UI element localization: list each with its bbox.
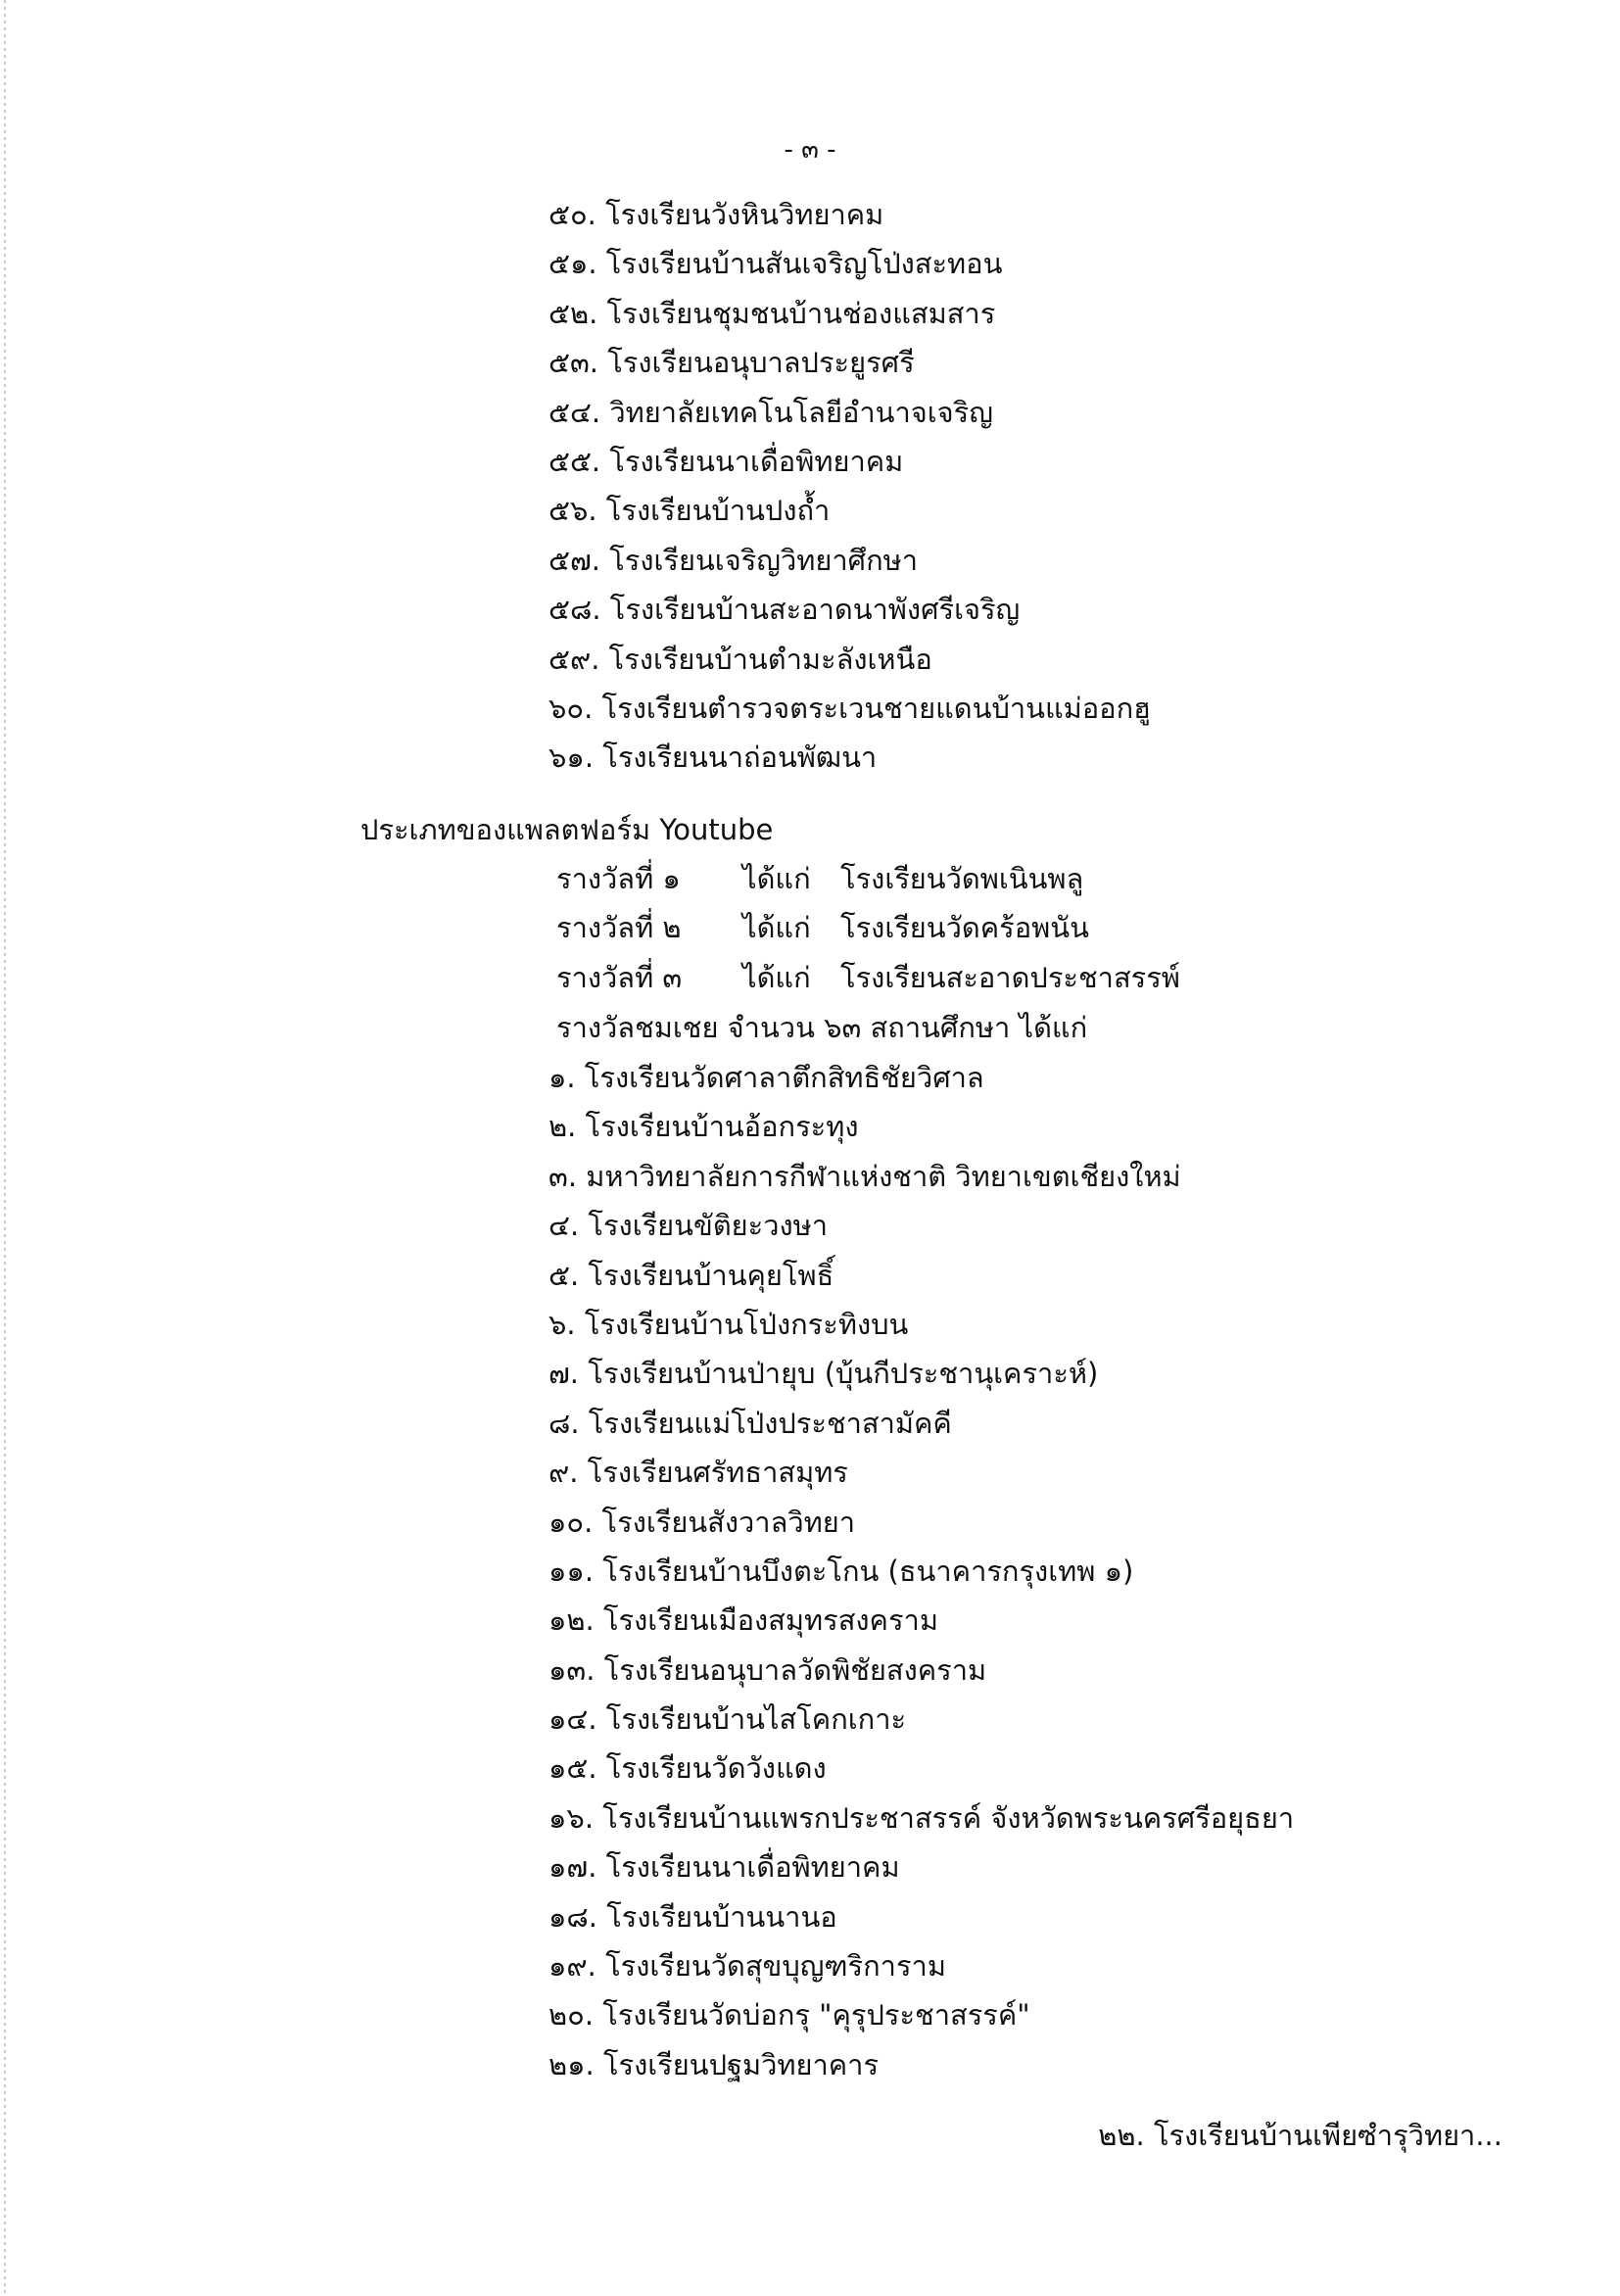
list-item: ๑๓. โรงเรียนอนุบาลวัดพิชัยสงคราม: [548, 1652, 987, 1687]
list-item: ๕๗. โรงเรียนเจริญวิทยาศึกษา: [548, 543, 919, 577]
list-item: ๕. โรงเรียนบ้านคุยโพธิ์: [548, 1258, 834, 1292]
section-heading-youtube: ประเภทของแพลตฟอร์ม Youtube: [360, 813, 774, 846]
list-item: ๕๓. โรงเรียนอนุบาลประยูรศรี: [548, 346, 915, 380]
honorable-mention-list: [548, 1053, 1294, 2089]
list-item: ๕๖. โรงเรียนบ้านปงถ้ำ: [548, 494, 831, 528]
list-item: ๑๑. โรงเรียนบ้านบึงตะโกน (ธนาคารกรุงเทพ ๑): [548, 1554, 1134, 1588]
list-item: ๒. โรงเรียนบ้านอ้อกระทุง: [548, 1110, 859, 1144]
list-item: ๒๑. โรงเรียนปฐมวิทยาคาร: [548, 2047, 880, 2081]
list-item: ๕๒. โรงเรียนชุมชนบ้านช่องแสมสาร: [548, 296, 996, 330]
list-item: ๕๘. โรงเรียนบ้านสะอาดนาพังศรีเจริญ: [548, 593, 1021, 627]
award-rank: รางวัลที่ ๒: [556, 911, 682, 945]
list-item: ๑๖. โรงเรียนบ้านแพรกประชาสรรค์ จังหวัดพระนครศรีอยุธยา: [548, 1800, 1295, 1835]
honorable-mention-heading: รางวัลชมเชย จำนวน ๖๓ สถานศึกษา ได้แก่: [556, 1011, 1088, 1044]
list-item: ๖๑. โรงเรียนนาถ่อนพัฒนา: [548, 741, 878, 775]
award-school: โรงเรียนวัดคร้อพนัน: [840, 911, 1089, 945]
award-rank: รางวัลที่ ๑: [556, 862, 681, 895]
list-item: ๑๕. โรงเรียนวัดวังแดง: [548, 1751, 827, 1786]
award-list: [556, 854, 1180, 1002]
award-row-1: [556, 854, 1180, 903]
award-given-label: ได้แก่: [742, 862, 811, 895]
list-item: ๕๙. โรงเรียนบ้านตำมะลังเหนือ: [548, 642, 932, 676]
award-rank: รางวัลที่ ๓: [556, 960, 683, 994]
list-item: ๕๕. โรงเรียนนาเดื่อพิทยาคม: [548, 444, 904, 478]
list-item: ๑๘. โรงเรียนบ้านนานอ: [548, 1899, 837, 1934]
list-item: ๖. โรงเรียนบ้านโป่งกระทิงบน: [548, 1307, 909, 1341]
list-item: ๑๒. โรงเรียนเมืองสมุทรสงคราม: [548, 1603, 938, 1638]
list-item: ๕๔. วิทยาลัยเทคโนโลยีอำนาจเจริญ: [548, 395, 993, 429]
page-number: - ๓ -: [784, 135, 836, 165]
school-list-continued: [548, 190, 1151, 783]
continuation-text: ๒๒. โรงเรียนบ้านเพียซำรุวิทยา...: [1098, 2119, 1502, 2152]
award-row-3: [556, 953, 1180, 1002]
list-item: ๖๐. โรงเรียนตำรวจตระเวนชายแดนบ้านแม่ออกฮู: [548, 691, 1151, 725]
list-item: ๓. มหาวิทยาลัยการกีฬาแห่งชาติ วิทยาเขตเชียงใหม่: [548, 1159, 1181, 1193]
list-item: ๗. โรงเรียนบ้านป่ายุบ (บุ้นกีประชานุเคราะห์): [548, 1357, 1099, 1391]
award-school: โรงเรียนสะอาดประชาสรรพ์: [840, 960, 1180, 994]
scan-edge-line: [4, 0, 6, 2296]
list-item: ๙. โรงเรียนศรัทธาสมุทร: [548, 1456, 848, 1490]
list-item: ๑๙. โรงเรียนวัดสุขบุญฑริการาม: [548, 1949, 946, 1984]
list-item: ๕๐. โรงเรียนวังหินวิทยาคม: [548, 198, 884, 231]
list-item: ๒๐. โรงเรียนวัดบ่อกรุ "คุรุประชาสรรค์": [548, 1998, 1030, 2033]
list-item: ๘. โรงเรียนแม่โป่งประชาสามัคคี: [548, 1406, 952, 1440]
award-school: โรงเรียนวัดพเนินพลู: [840, 862, 1084, 895]
list-item: ๑๔. โรงเรียนบ้านไสโคกเกาะ: [548, 1702, 907, 1737]
list-item: ๕๑. โรงเรียนบ้านสันเจริญโป่งสะทอน: [548, 247, 1003, 281]
award-given-label: ได้แก่: [742, 960, 811, 994]
award-row-2: [556, 903, 1180, 952]
list-item: ๑. โรงเรียนวัดศาลาตึกสิทธิชัยวิศาล: [548, 1061, 984, 1094]
award-given-label: ได้แก่: [742, 911, 811, 945]
list-item: ๑๐. โรงเรียนสังวาลวิทยา: [548, 1505, 856, 1539]
list-item: ๑๗. โรงเรียนนาเดื่อพิทยาคม: [548, 1850, 900, 1885]
list-item: ๔. โรงเรียนขัติยะวงษา: [548, 1209, 829, 1243]
